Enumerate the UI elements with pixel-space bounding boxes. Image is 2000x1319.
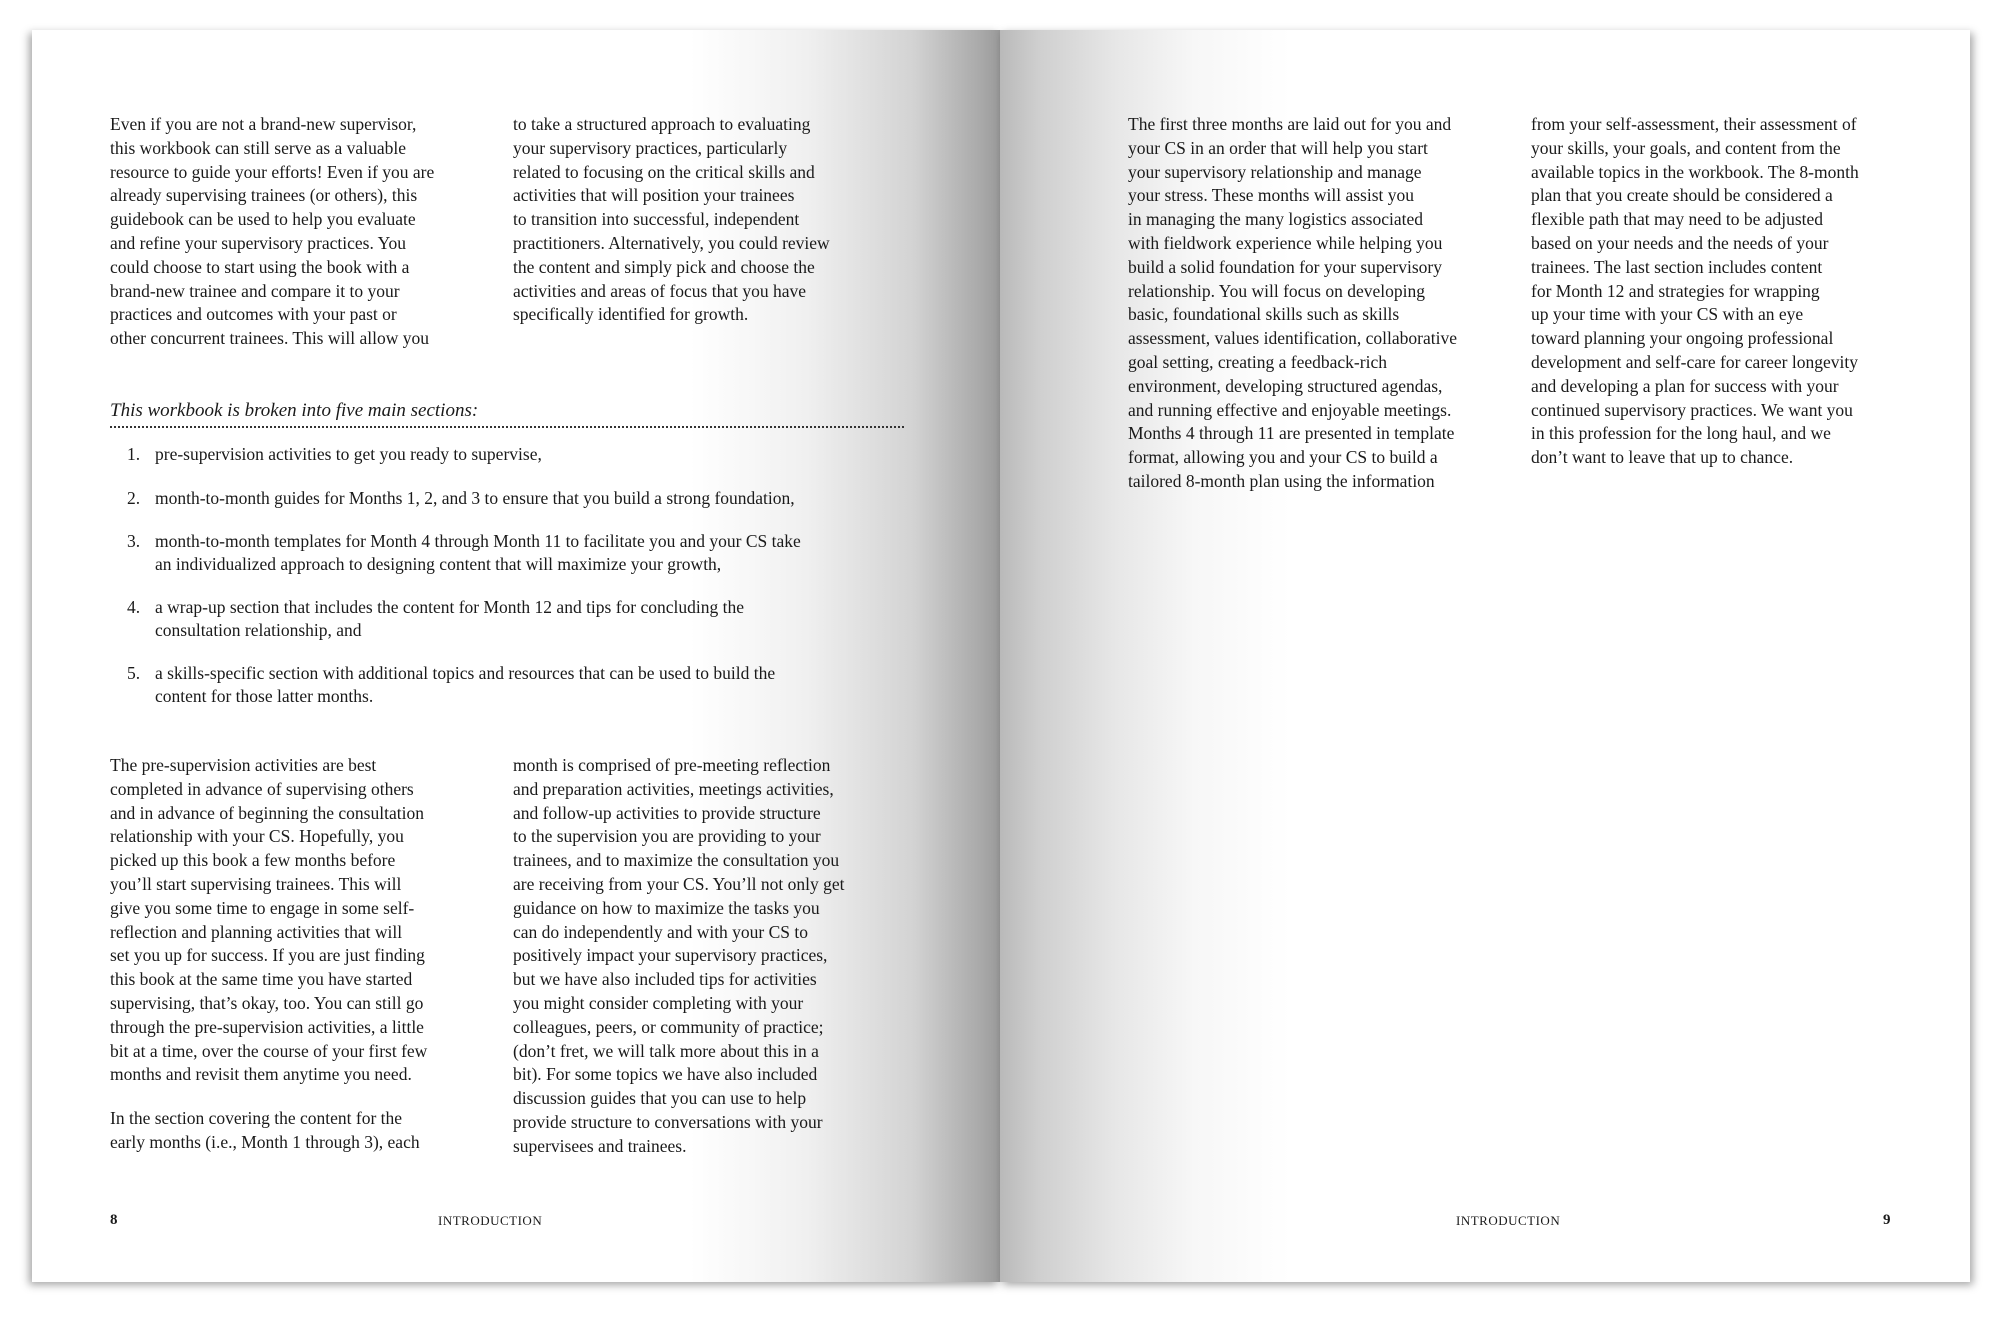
list-item-text: pre-supervision activities to get you ready to supervise, — [155, 444, 542, 464]
body-column-2 — [513, 754, 913, 1159]
intro-column-2 — [513, 113, 913, 327]
body-paragraph-3: month is comprised of pre-meeting reflection and preparation activities, meetings activities, and follow-up activities to provide structure to the supervision you are providing to your trainees, and to maximize the consultation you are receiving from your CS. You’ll not only get guidance on how to maximize the tasks you can do independently and with your CS to positively impact your supervisory practices, but we have also included tips for activities you might consider completing with your colleagues, peers, or community of practice; (don’t fret, we will talk more about this in a bit). For some topics we have also included discussion guides that you can use to help provide structure to conversations with your supervisees and trainees. — [513, 755, 845, 1156]
sections-list — [127, 443, 927, 728]
list-item-text: a wrap-up section that includes the content for Month 12 and tips for concluding the consultation relationship, and — [155, 597, 745, 640]
list-item — [127, 530, 927, 575]
list-item-text: month-to-month templates for Month 4 through Month 11 to facilitate you and your CS take an individualized approach to designing content that will maximize your growth, — [155, 531, 801, 574]
page-number-right: 9 — [1883, 1212, 1891, 1228]
intro-paragraph-2: to take a structured approach to evaluating your supervisory practices, particularly related to focusing on the critical skills and activities that will position your trainees to transition into successful, independent practitioners. Alternatively, you could review the content and simply pick and choose the activities and areas of focus that you have specifically identified for growth. — [513, 114, 830, 325]
intro-paragraph-1: Even if you are not a brand-new supervisor, this workbook can still serve as a valuable resource to guide your efforts! Even if you are already supervising trainees (or others), this guidebook can be used to help you evaluate and refine your supervisory practices. You could choose to start using the book with a brand-new trainee and compare it to your practices and outcomes with your past or other concurrent trainees. This will allow you — [110, 114, 435, 349]
list-item — [127, 596, 927, 641]
list-item-text: a skills-specific section with additional topics and resources that can be used to build the content for those latter months. — [155, 663, 776, 706]
intro-column-1 — [110, 113, 490, 351]
list-item — [127, 487, 927, 510]
body-paragraph-2: In the section covering the content for the early months (i.e., Month 1 through 3), each — [110, 1108, 420, 1152]
list-item — [127, 662, 927, 707]
list-item-number: 4. — [127, 597, 141, 617]
page-number-left: 8 — [110, 1212, 118, 1228]
list-item-number: 2. — [127, 487, 141, 508]
body-paragraph-1: The pre-supervision activities are best completed in advance of supervising others and in advance of beginning the consultation relationship with your CS. Hopefully, you picked up this book a few months before you’ll start supervising trainees. This will give you some time to engage in some self- reflection and planning activities that will set you up for success. If you are just finding this book at the same time you have started supervising, that’s okay, too. You can still go through the pre-supervision activities, a little bit at a time, over the course of your first few months and revisit them anytime you need. — [110, 755, 428, 1085]
list-item-number: 5. — [127, 663, 141, 683]
right-column-2 — [1531, 113, 1931, 470]
right-paragraph-2: from your self-assessment, their assessment of your skills, your goals, and content from the available topics in the workbook. The 8-month plan that you create should be considered a flexible path that may need to be adjusted based on your needs and the needs of your trainees. The last section includes content for Month 12 and strategies for wrapping up your time with your CS with an eye toward planning your ongoing professional development and self-care for career longevity and developing a plan for success with your continued supervisory practices. We want you in this profession for the long haul, and we don’t want to leave that up to chance. — [1531, 114, 1859, 468]
right-column-1 — [1128, 113, 1513, 494]
list-item — [127, 443, 927, 466]
running-head-left: INTRODUCTION — [438, 1213, 543, 1228]
right-paragraph-1: The first three months are laid out for you and your CS in an order that will help you start your supervisory relationship and manage your stress. These months will assist you in managing the many logistics associated with fieldwork experience while helping you build a solid foundation for your supervisory relationship. You will focus on developing basic, foundational skills such as skills assessment, values identification, collaborative goal setting, creating a feedback-rich environment, developing structured agendas, and running effective and enjoyable meetings. Months 4 through 11 are presented in template format, allowing you and your CS to build a tailored 8-month plan using the information — [1128, 114, 1457, 491]
running-head-right: INTRODUCTION — [1456, 1213, 1561, 1228]
sections-heading: This workbook is broken into five main sections: — [110, 398, 904, 428]
body-column-1 — [110, 754, 490, 1155]
list-item-number: 1. — [127, 444, 141, 464]
left-page — [32, 30, 1000, 1282]
list-item-text: month-to-month guides for Months 1, 2, and 3 to ensure that you build a strong foundation, — [155, 487, 795, 508]
list-item-number: 3. — [127, 531, 141, 551]
right-page — [1000, 30, 1970, 1282]
